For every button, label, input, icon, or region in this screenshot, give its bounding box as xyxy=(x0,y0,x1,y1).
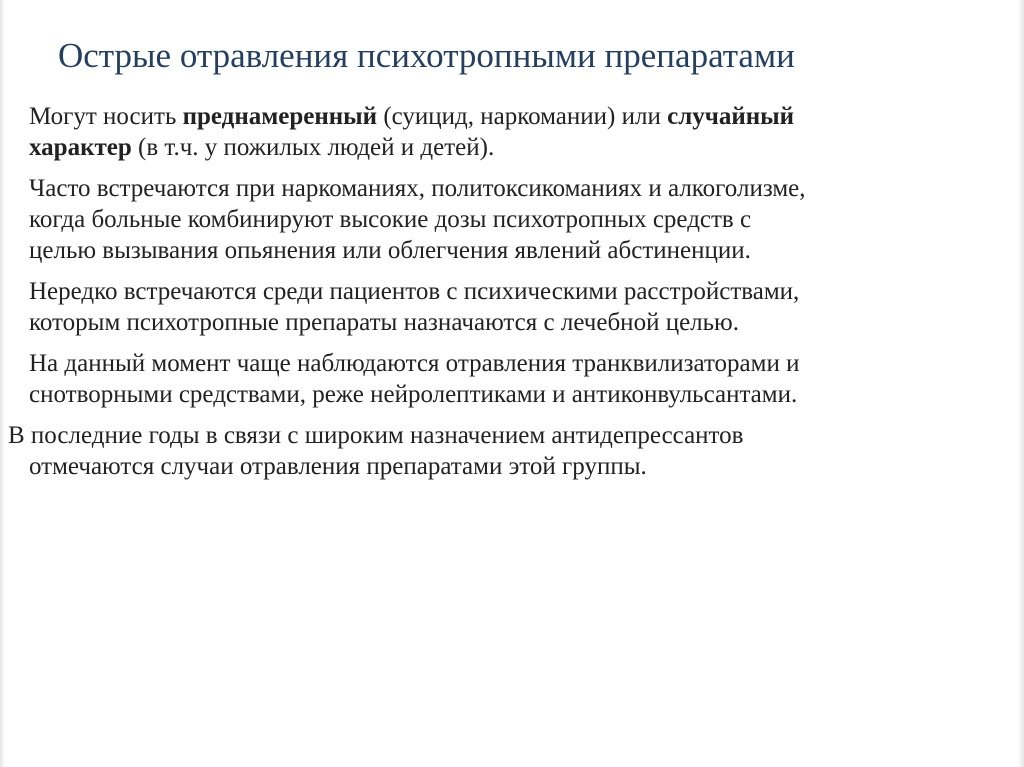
p1-text-3: (в т.ч. у пожилых людей и детей). xyxy=(131,134,495,161)
slide-title: Острые отравления психотропными препаратами xyxy=(58,36,795,75)
paragraph-current: На данный момент чаще наблюдаются отравления транквилизаторами и снотворными средствами, реже нейролептиками и антиконвульсантами. xyxy=(29,350,800,408)
slide-right-edge xyxy=(1018,0,1024,767)
p1-bold-intentional: преднамеренный xyxy=(182,103,378,130)
paragraph-antidepressants: В последние годы в связи с широким назначением антидепрессантов отмечаются случаи отравления препаратами этой группы. xyxy=(8,422,744,480)
p1-text-1: Могут носить xyxy=(29,103,183,130)
p1-text-2: (суицид, наркомании) или xyxy=(377,103,668,130)
p1-bold-accidental: случайный характер xyxy=(29,103,795,161)
slide-body xyxy=(0,101,1010,492)
paragraph-character xyxy=(0,101,1010,163)
paragraph-addiction: Часто встречаются при наркоманиях, политоксикоманиях и алкоголизме, когда больные комбинируют высокие дозы психотропных средств с целью вызывания опьянения или облегчения явлений абстиненции. xyxy=(29,175,806,264)
paragraph-psychiatric: Нередко встречаются среди пациентов с психическими расстройствами, которым психотропные препараты назначаются с лечебной целью. xyxy=(29,278,800,336)
